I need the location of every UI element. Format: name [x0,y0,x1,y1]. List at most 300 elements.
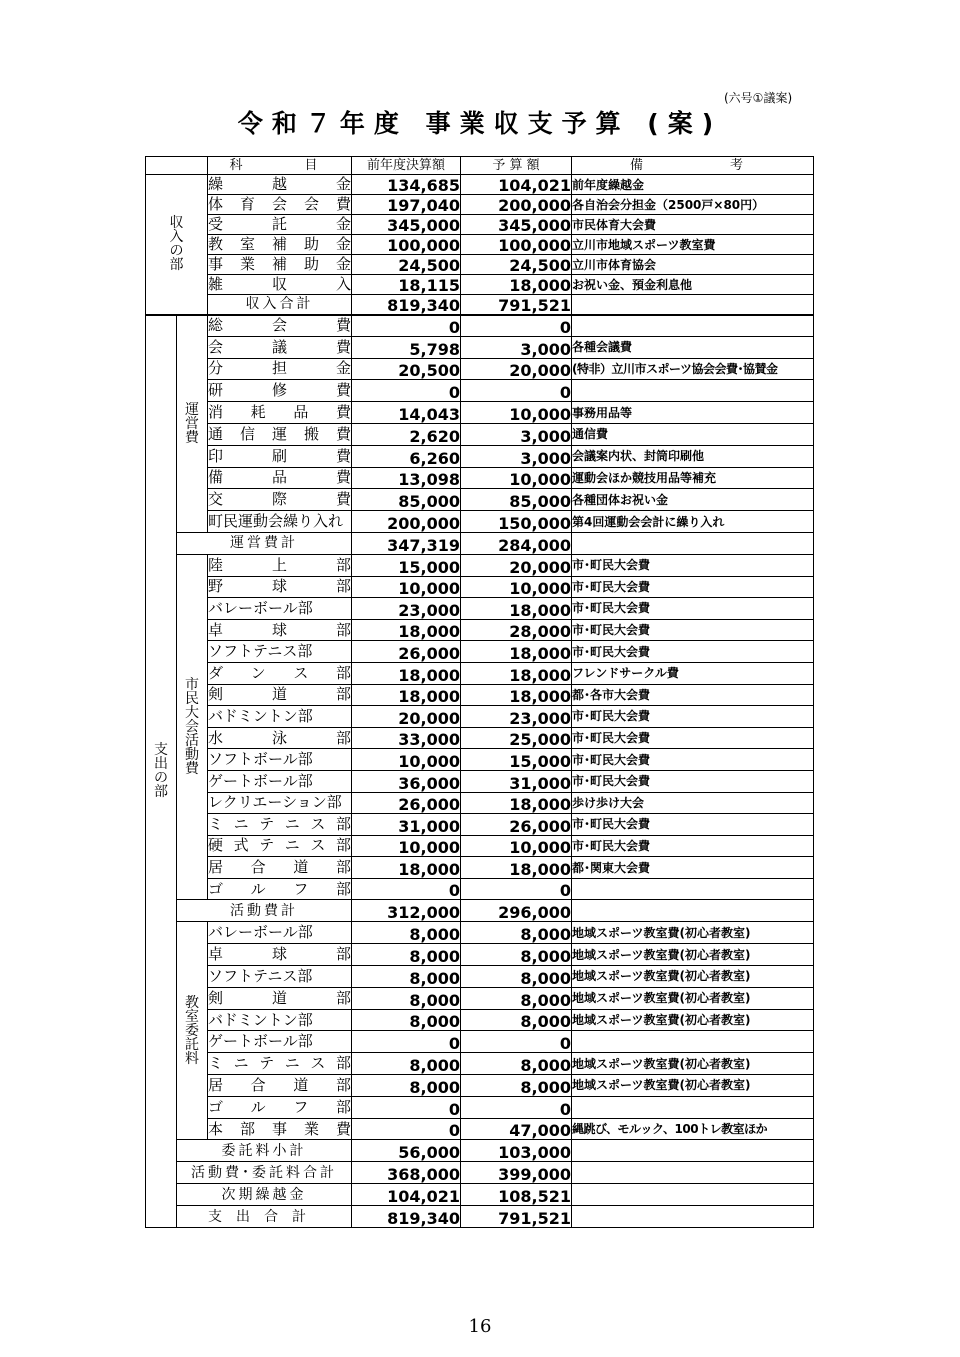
note-text: 都･各市大会費 [572,684,814,706]
note-text: 市･町民大会費 [572,770,814,792]
budget-amount: 47,000 [461,1118,572,1140]
prev-amount: 18,000 [352,619,461,641]
prev-amount: 104,021 [352,1184,461,1206]
note-text: 市民体育大会費 [572,215,814,235]
note-text: 市･町民大会費 [572,749,814,771]
budget-amount: 8,000 [461,944,572,966]
item-name [208,467,352,489]
budget-amount: 284,000 [461,532,572,554]
table-row [146,598,814,620]
activity-group-label-char: 市 [185,677,199,694]
commission-group-label-chars [177,996,207,1066]
item-name-text: 事 業 補 助 金 [208,255,351,273]
item-name-text: 剣 道 部 [208,685,351,704]
item-name-text: 研 修 費 [208,381,351,400]
table-row [146,1053,814,1075]
note-text: 各種会議費 [572,336,814,358]
item-name [208,215,352,235]
table-row [146,511,814,533]
item-name [208,1096,352,1118]
note-text: 市･町民大会費 [572,835,814,857]
item-name-text: 剣 道 部 [208,988,351,1007]
item-name-text: 会 議 費 [208,337,351,356]
table-row [146,255,814,275]
item-name [208,235,352,255]
table-row [146,922,814,944]
activity-group-label-char: 大 [185,705,199,722]
item-name-text: ゲートボール部 [208,771,313,790]
note-text [572,1140,814,1162]
page-number: 16 [468,1316,492,1337]
table-row [146,215,814,235]
table-row [146,706,814,728]
note-text: 地域スポーツ教室費(初心者教室) [572,966,814,988]
prev-amount: 13,098 [352,467,461,489]
item-name [208,598,352,620]
prev-amount: 819,340 [352,1206,461,1228]
note-text [572,380,814,402]
item-name-text: 卓 球 部 [208,620,351,639]
income-total-label: 収入合計 [208,295,352,315]
page-title: 令和７年度 事業収支予算 (案) [237,109,723,138]
prev-amount: 26,000 [352,792,461,814]
item-name [208,878,352,900]
note-text: 都･関東大会費 [572,857,814,879]
item-name [208,554,352,576]
item-name [208,275,352,295]
prev-amount: 6,260 [352,445,461,467]
budget-amount: 20,000 [461,554,572,576]
item-name [208,1075,352,1097]
table-row [146,835,814,857]
header-row [146,157,814,175]
item-name [208,175,352,195]
item-name-text: 卓 球 部 [208,945,351,964]
activity-group-label-char: 動 [185,747,199,764]
prev-amount: 0 [352,1118,461,1140]
table-row [146,857,814,879]
budget-amount: 15,000 [461,749,572,771]
item-name-text: バレーボール部 [208,598,313,617]
table-row [146,195,814,215]
header-blank [146,157,208,175]
item-name [208,315,352,337]
note-text: フレンドサークル費 [572,662,814,684]
table-row [146,1031,814,1053]
table-row [146,684,814,706]
income-section-label [146,175,208,315]
budget-amount: 28,000 [461,619,572,641]
note-text: 地域スポーツ教室費(初心者教室) [572,987,814,1009]
table-row [146,380,814,402]
item-name-text: ソフトテニス部 [208,966,313,985]
table-row [146,1140,814,1162]
prev-amount: 0 [352,878,461,900]
item-name [208,966,352,988]
item-name [208,576,352,598]
note-text [572,1096,814,1118]
prev-amount: 134,685 [352,175,461,195]
note-text: 歩け歩け大会 [572,792,814,814]
table-row [146,641,814,663]
item-name-text: 硬 式 テ ニ ス 部 [208,836,351,855]
item-name [208,423,352,445]
note-text: 会議案内状、封筒印刷他 [572,445,814,467]
budget-amount: 10,000 [461,835,572,857]
table-row [146,792,814,814]
expense-section-label-chars [146,743,176,799]
item-name-text: 本 部 事 業 費 [208,1119,351,1138]
budget-amount: 103,000 [461,1140,572,1162]
prev-amount: 0 [352,1031,461,1053]
item-name-text: 水 泳 部 [208,728,351,747]
table-row [146,1118,814,1140]
prev-amount: 14,043 [352,402,461,424]
item-name-text: バドミントン部 [208,1010,313,1029]
header-item: 科 目 [208,157,352,175]
table-row [146,532,814,554]
income-section-label-char: の [169,243,184,260]
table-row [146,1096,814,1118]
table-row [146,423,814,445]
budget-amount: 8,000 [461,1053,572,1075]
prev-amount: 8,000 [352,966,461,988]
budget-amount: 85,000 [461,489,572,511]
budget-amount: 296,000 [461,900,572,922]
note-text: 市･町民大会費 [572,619,814,641]
expense-section-label-char: 出 [154,756,168,773]
item-name [208,1009,352,1031]
budget-amount: 23,000 [461,706,572,728]
activity-group-label-char: 活 [185,733,199,750]
item-name-text: ゲートボール部 [208,1032,313,1051]
item-name [208,336,352,358]
table-row [146,944,814,966]
expense-section-label-char: 部 [154,784,168,801]
prev-amount: 10,000 [352,576,461,598]
table-row [146,662,814,684]
note-text: 立川市体育協会 [572,255,814,275]
item-name [208,944,352,966]
expense-section-label [146,315,177,1228]
commission-subtotal-label: 委託料小計 [177,1140,352,1162]
activity-group-label-char: 会 [185,719,199,736]
table-row [146,619,814,641]
note-text [572,1162,814,1184]
item-name-text: レクリエーション部 [208,793,342,812]
note-text: 市･町民大会費 [572,598,814,620]
item-name-text: 繰 越 金 [208,175,351,193]
note-text: 市･町民大会費 [572,641,814,663]
header-prev: 前年度決算額 [352,157,461,175]
budget-amount: 791,521 [461,295,572,315]
table-row [146,727,814,749]
item-name-text: 陸 上 部 [208,555,351,574]
prev-amount: 85,000 [352,489,461,511]
item-name [208,1053,352,1075]
item-name [208,662,352,684]
note-text: 地域スポーツ教室費(初心者教室) [572,922,814,944]
prev-amount: 56,000 [352,1140,461,1162]
table-row [146,1206,814,1228]
table-row [146,1009,814,1031]
activity-group-label [177,554,208,900]
note-text: 各自治会分担金（2500戸×80円） [572,195,814,215]
table-row [146,336,814,358]
table-row [146,749,814,771]
prev-amount: 0 [352,315,461,337]
note-text: 地域スポーツ教室費(初心者教室) [572,944,814,966]
note-text: 地域スポーツ教室費(初心者教室) [572,1009,814,1031]
table-row [146,554,814,576]
budget-amount: 25,000 [461,727,572,749]
prev-amount: 36,000 [352,770,461,792]
item-name [208,1031,352,1053]
prev-amount: 18,000 [352,662,461,684]
budget-amount: 8,000 [461,1009,572,1031]
budget-amount: 108,521 [461,1184,572,1206]
budget-amount: 399,000 [461,1162,572,1184]
item-name [208,380,352,402]
prev-amount: 197,040 [352,195,461,215]
item-name [208,922,352,944]
income-section-label-chars [146,216,207,272]
prev-amount: 8,000 [352,1009,461,1031]
activity-subtotal-label: 活動費計 [177,900,352,922]
budget-table [145,156,814,1228]
item-name [208,445,352,467]
note-text: 市･町民大会費 [572,727,814,749]
table-row [146,489,814,511]
budget-amount: 791,521 [461,1206,572,1228]
item-name [208,706,352,728]
item-name-text: 居 合 道 部 [208,858,351,877]
prev-amount: 8,000 [352,987,461,1009]
item-name-text: 印 刷 費 [208,446,351,465]
table-row [146,900,814,922]
commission-group-label [177,922,208,1140]
table-row [146,966,814,988]
prev-amount: 200,000 [352,511,461,533]
activity-commission-total-label: 活動費･委託料合計 [177,1162,352,1184]
prev-amount: 10,000 [352,749,461,771]
budget-amount: 18,000 [461,684,572,706]
document-number: (六号①議案) [724,91,793,105]
note-text: 市･町民大会費 [572,554,814,576]
note-text: お祝い金、預金利息他 [572,275,814,295]
item-name [208,835,352,857]
item-name-text: ミ ニ テ ニ ス 部 [208,1054,351,1073]
note-text [572,1206,814,1228]
budget-amount: 31,000 [461,770,572,792]
prev-amount: 8,000 [352,922,461,944]
item-name [208,684,352,706]
budget-amount: 104,021 [461,175,572,195]
budget-amount: 24,500 [461,255,572,275]
item-name [208,619,352,641]
commission-group-label-char: 教 [185,994,199,1011]
item-name-text: バドミントン部 [208,706,313,725]
prev-amount: 31,000 [352,814,461,836]
item-name [208,727,352,749]
table-row [146,275,814,295]
prev-amount: 0 [352,380,461,402]
budget-amount: 20,000 [461,358,572,380]
note-text [572,295,814,315]
budget-amount: 0 [461,1096,572,1118]
note-text: 通信費 [572,423,814,445]
prev-amount: 24,500 [352,255,461,275]
activity-group-label-chars [177,678,207,776]
item-name [208,358,352,380]
note-text: 第4回運動会会計に繰り入れ [572,511,814,533]
budget-amount: 3,000 [461,445,572,467]
prev-amount: 18,000 [352,857,461,879]
operating-group-label-chars [177,403,207,445]
budget-amount: 18,000 [461,275,572,295]
budget-amount: 8,000 [461,966,572,988]
table-row [146,814,814,836]
note-text: 運動会ほか競技用品等補充 [572,467,814,489]
note-text: 市･町民大会費 [572,706,814,728]
prev-amount: 5,798 [352,336,461,358]
operating-subtotal-label: 運営費計 [177,532,352,554]
prev-amount: 0 [352,1096,461,1118]
operating-group-label-char: 費 [185,429,199,446]
budget-amount: 100,000 [461,235,572,255]
item-name [208,770,352,792]
note-text [572,900,814,922]
table-row [146,175,814,195]
prev-amount: 15,000 [352,554,461,576]
item-name-text: 教 室 補 助 金 [208,235,351,253]
item-name-text: 分 担 金 [208,359,351,378]
budget-amount: 3,000 [461,423,572,445]
operating-group-label-char: 運 [185,401,199,418]
item-name-text: バレーボール部 [208,923,313,942]
prev-amount: 8,000 [352,1075,461,1097]
commission-group-label-char: 室 [185,1008,199,1025]
item-name [208,987,352,1009]
item-name-text: ソフトテニス部 [208,642,313,661]
header-note: 備 考 [572,157,814,175]
table-row [146,878,814,900]
item-name-text: ダ ン ス 部 [208,663,351,682]
note-text: (特非）立川市スポーツ協会会費･協賛金 [572,358,814,380]
commission-group-label-char: 料 [185,1050,199,1067]
budget-amount: 345,000 [461,215,572,235]
note-text [572,1031,814,1053]
budget-amount: 10,000 [461,467,572,489]
operating-group-label [177,315,208,533]
table-row [146,576,814,598]
item-name [208,1118,352,1140]
prev-amount: 18,000 [352,684,461,706]
budget-amount: 10,000 [461,576,572,598]
header-budget: 予 算 額 [461,157,572,175]
budget-amount: 18,000 [461,792,572,814]
table-row [146,1075,814,1097]
activity-group-label-char: 費 [185,761,199,778]
note-text: 事務用品等 [572,402,814,424]
note-text: 市･町民大会費 [572,576,814,598]
prev-amount: 819,340 [352,295,461,315]
table-row [146,1184,814,1206]
budget-amount: 0 [461,315,572,337]
prev-amount: 20,500 [352,358,461,380]
budget-amount: 8,000 [461,922,572,944]
item-name-text: 野 球 部 [208,577,351,596]
prev-amount: 8,000 [352,1053,461,1075]
item-name-text: 雑 収 入 [208,275,351,293]
table-row [146,445,814,467]
item-name-text: ソフトボール部 [208,750,313,769]
prev-amount: 10,000 [352,835,461,857]
item-name-text: 交 際 費 [208,490,351,509]
table-row [146,1162,814,1184]
item-name-text: 体 育 会 会 費 [208,195,351,213]
prev-amount: 100,000 [352,235,461,255]
item-name [208,489,352,511]
budget-amount: 150,000 [461,511,572,533]
commission-group-label-char: 託 [185,1036,199,1053]
note-text: 立川市地域スポーツ教室費 [572,235,814,255]
item-name [208,402,352,424]
item-name-text: 備 品 費 [208,468,351,487]
item-name [208,857,352,879]
budget-amount: 3,000 [461,336,572,358]
prev-amount: 26,000 [352,641,461,663]
note-text: 縄跳び、モルック、100トレ教室ほか [572,1118,814,1140]
item-name-text: ミ ニ テ ニ ス 部 [208,814,351,833]
prev-amount: 368,000 [352,1162,461,1184]
table-row [146,467,814,489]
item-name [208,749,352,771]
item-name-text: 消 耗 品 費 [208,403,351,422]
item-name-text: 通 信 運 搬 費 [208,424,351,443]
item-name-text: 総 会 費 [208,316,351,335]
note-text: 市･町民大会費 [572,814,814,836]
budget-amount: 8,000 [461,987,572,1009]
note-text: 地域スポーツ教室費(初心者教室) [572,1053,814,1075]
prev-amount: 345,000 [352,215,461,235]
note-text [572,532,814,554]
item-name [208,814,352,836]
commission-group-label-char: 委 [185,1022,199,1039]
expense-section-label-char: 支 [154,742,168,759]
prev-amount: 20,000 [352,706,461,728]
table-row [146,315,814,337]
prev-amount: 2,620 [352,423,461,445]
prev-amount: 33,000 [352,727,461,749]
budget-amount: 8,000 [461,1075,572,1097]
table-row [146,235,814,255]
item-name-text: 町民運動会繰り入れ [208,512,344,531]
budget-amount: 18,000 [461,598,572,620]
item-name [208,641,352,663]
activity-group-label-char: 民 [185,691,199,708]
budget-amount: 0 [461,878,572,900]
budget-amount: 18,000 [461,662,572,684]
budget-amount: 18,000 [461,641,572,663]
income-section-label-char: 収 [169,215,184,232]
note-text: 各種団体お祝い金 [572,489,814,511]
item-name-text: ゴ ル フ 部 [208,1097,351,1116]
table-row [146,770,814,792]
budget-amount: 10,000 [461,402,572,424]
item-name [208,511,352,533]
table-row [146,295,814,315]
